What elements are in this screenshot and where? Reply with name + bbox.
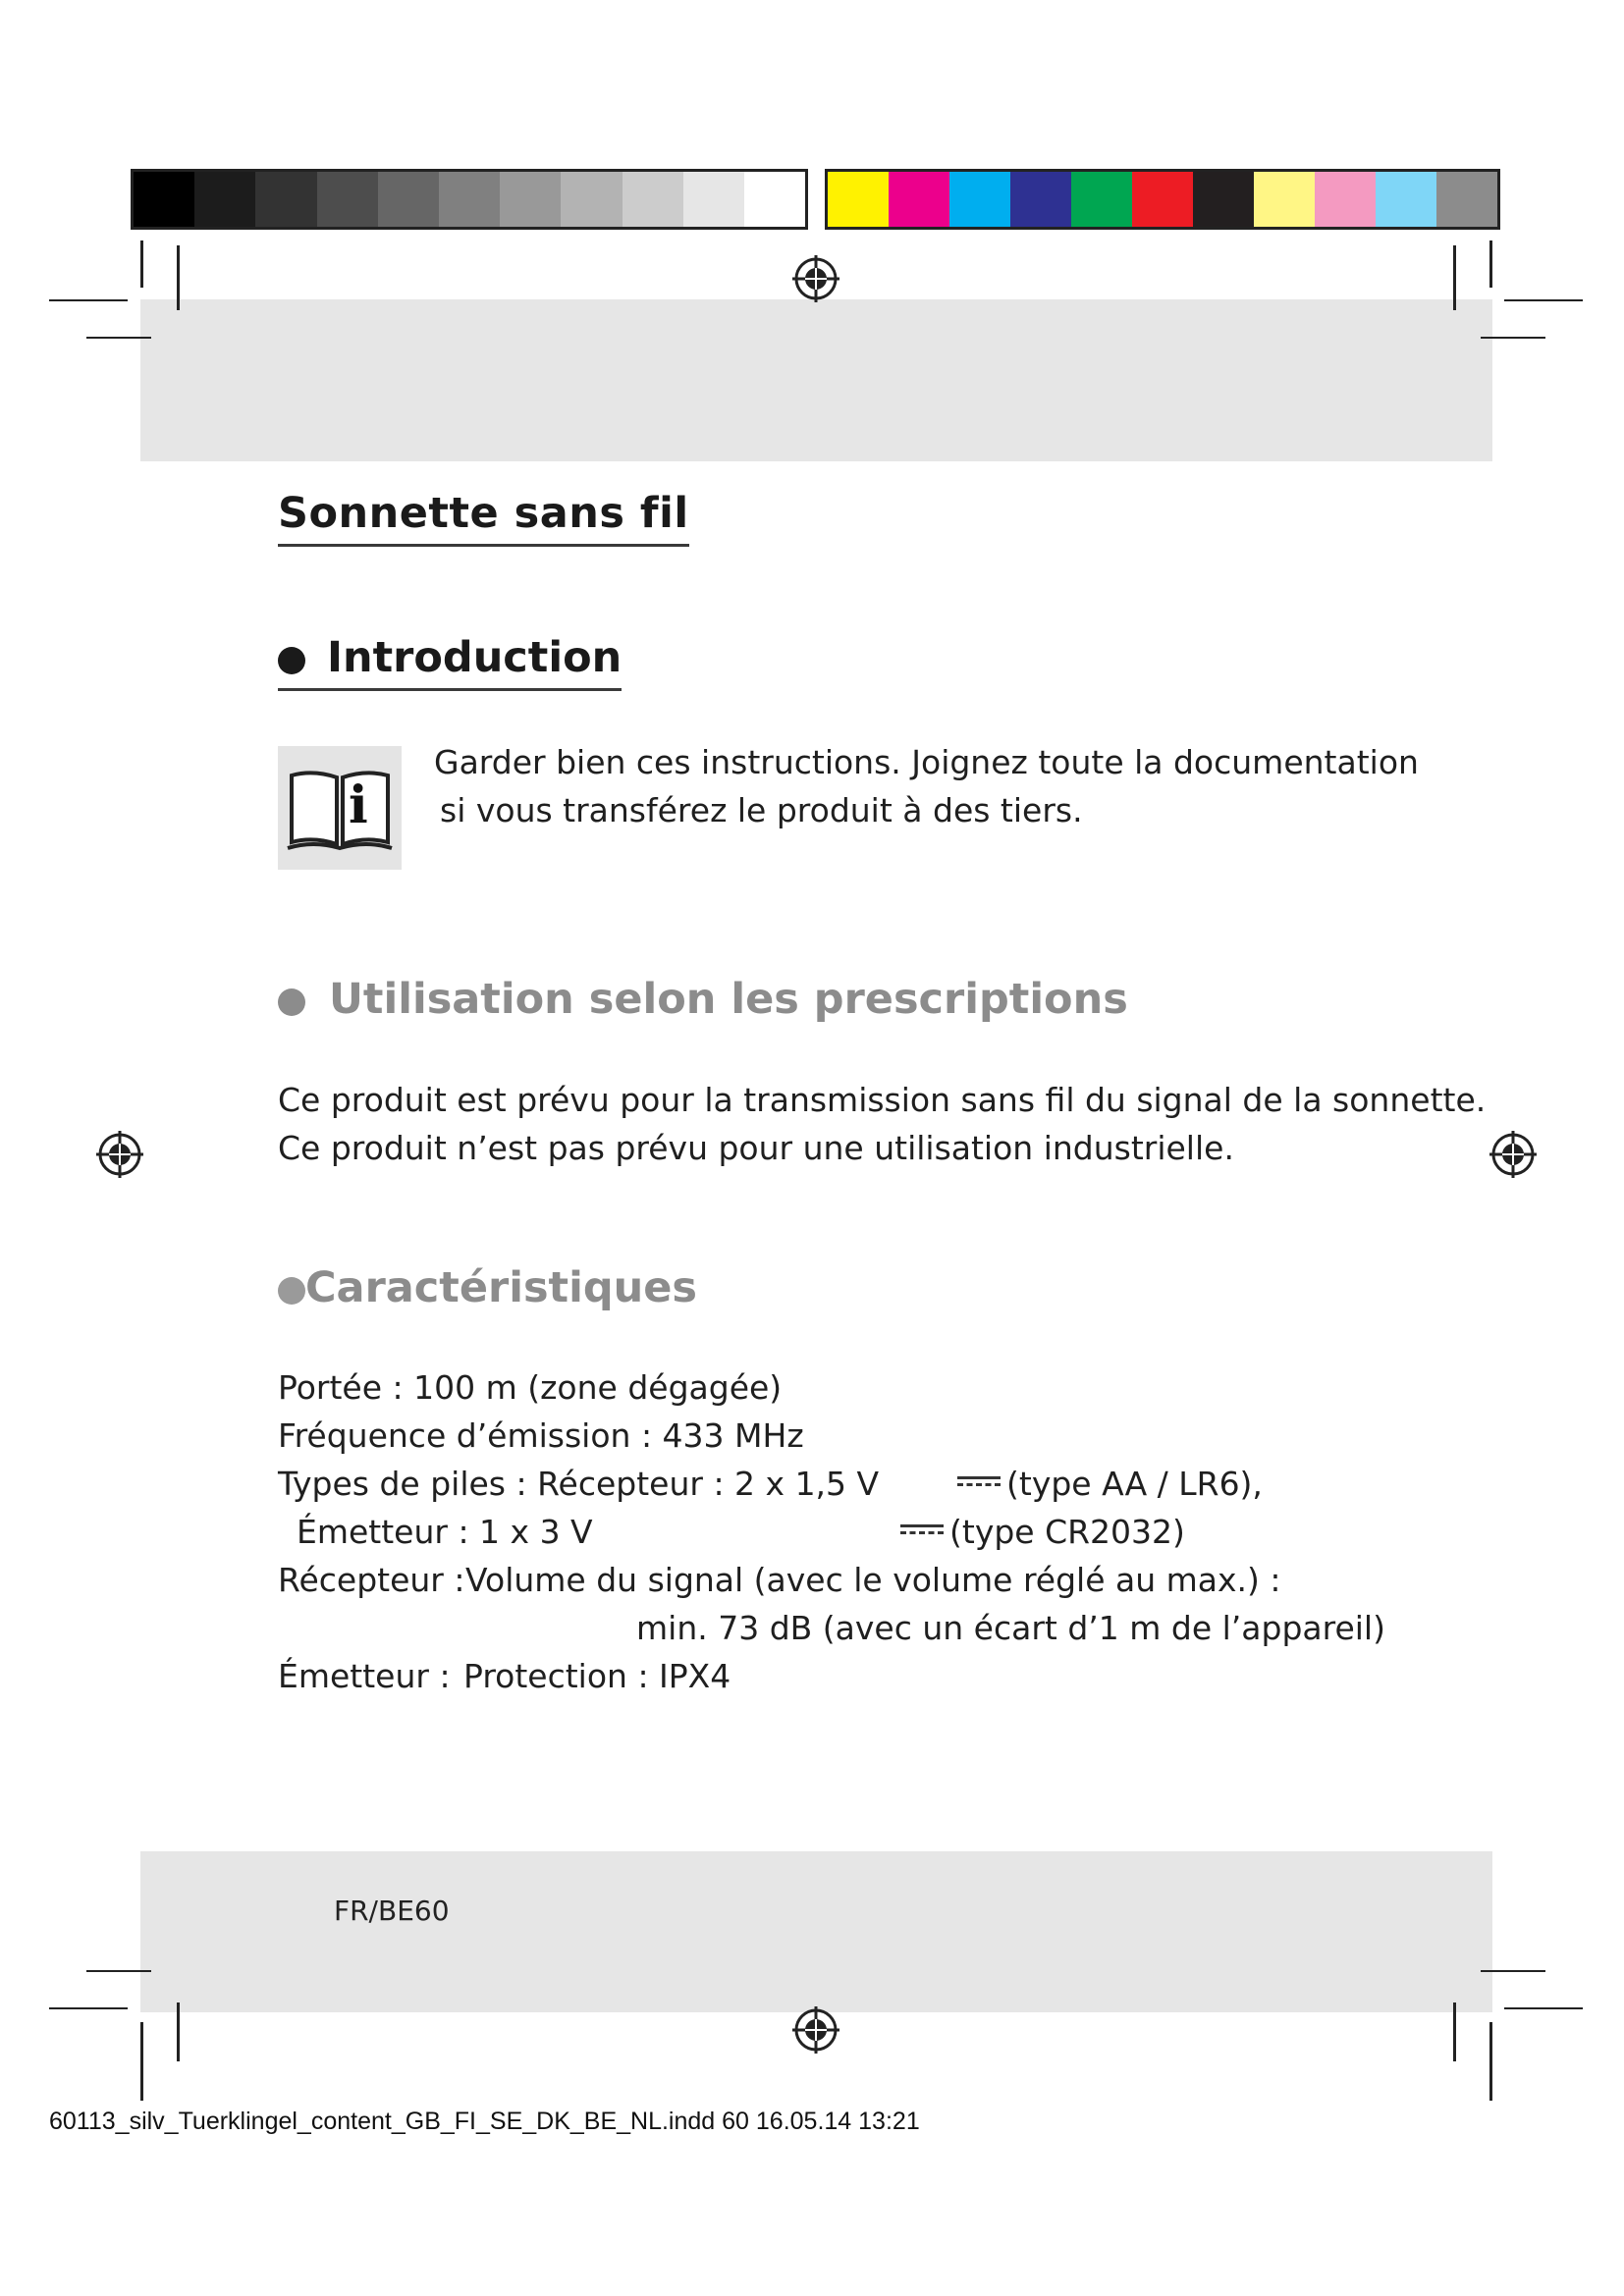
gray-swatch <box>194 172 255 227</box>
gray-swatch <box>500 172 561 227</box>
bullet-icon <box>278 647 305 674</box>
crop-mark <box>1453 245 1456 310</box>
introduction-heading-text: Introduction <box>327 633 623 682</box>
spec-emitter-row-label: Émetteur : <box>278 1657 451 1695</box>
color-swatch <box>1010 172 1071 227</box>
crop-mark <box>177 2002 180 2061</box>
page-label: FR/BE60 <box>334 1895 450 1927</box>
info-letter: i <box>349 775 368 835</box>
crop-mark <box>1504 299 1583 301</box>
print-metadata: 60113_silv_Tuerklingel_content_GB_FI_SE_DK_BE_NL.indd 60 16.05.14 13:21 <box>49 2108 920 2135</box>
introduction-heading <box>278 633 622 691</box>
color-swatch <box>1071 172 1132 227</box>
gray-swatch <box>439 172 500 227</box>
registration-target-icon <box>1488 1129 1539 1180</box>
registration-target-icon <box>94 1129 145 1180</box>
gray-swatch <box>317 172 378 227</box>
color-calibration-bar <box>825 169 1500 230</box>
footer-band <box>140 1851 1492 2012</box>
color-swatch <box>949 172 1010 227</box>
spec-emitter-label: Émetteur : 1 x 3 V <box>297 1513 593 1551</box>
usage-heading-text: Utilisation selon les prescriptions <box>329 975 1128 1024</box>
spec-emitter-type <box>900 1513 1185 1551</box>
crop-mark <box>1481 337 1545 339</box>
characteristics-heading-text: Caractéristiques <box>305 1263 697 1312</box>
color-swatch <box>889 172 949 227</box>
usage-heading <box>278 975 1128 1024</box>
crop-mark <box>49 299 128 301</box>
registration-target-icon <box>790 253 841 304</box>
color-swatch <box>1376 172 1436 227</box>
gray-swatch <box>683 172 744 227</box>
crop-mark <box>1489 2022 1492 2101</box>
color-swatch <box>1315 172 1376 227</box>
intro-line-1: Garder bien ces instructions. Joignez toute la documentation <box>434 743 1419 781</box>
spec-receiver-row-value-2: min. 73 dB (avec un écart d’1 m de l’appareil) <box>636 1609 1385 1647</box>
crop-mark <box>140 2022 143 2101</box>
usage-line-2: Ce produit n’est pas prévu pour une utilisation industrielle. <box>278 1129 1234 1167</box>
spec-frequency: Fréquence d’émission : 433 MHz <box>278 1416 804 1455</box>
crop-mark <box>86 1970 151 1972</box>
crop-mark <box>1453 2002 1456 2061</box>
registration-target-icon <box>790 2004 841 2056</box>
crop-mark <box>1481 1970 1545 1972</box>
gray-swatch <box>255 172 316 227</box>
crop-mark <box>1489 240 1492 288</box>
grayscale-calibration-bar <box>131 169 808 230</box>
gray-swatch <box>134 172 194 227</box>
color-swatch <box>828 172 889 227</box>
open-book-icon <box>278 746 402 870</box>
color-swatch <box>1193 172 1254 227</box>
dc-current-icon <box>957 1476 1001 1488</box>
spec-batteries-label: Types de piles : Récepteur : 2 x 1,5 V <box>278 1465 880 1503</box>
characteristics-heading <box>278 1263 697 1312</box>
color-swatch <box>1254 172 1315 227</box>
bullet-icon <box>278 1277 305 1305</box>
bullet-icon <box>278 988 305 1016</box>
color-swatch <box>1132 172 1193 227</box>
intro-line-2: si vous transférez le produit à des tiers. <box>440 791 1083 829</box>
spec-range: Portée : 100 m (zone dégagée) <box>278 1368 783 1407</box>
dc-current-icon <box>900 1524 944 1536</box>
spec-emitter-row-value: Protection : IPX4 <box>463 1657 731 1695</box>
info-book-icon <box>278 746 402 870</box>
crop-mark <box>86 337 151 339</box>
gray-swatch <box>561 172 622 227</box>
spec-receiver-type <box>957 1465 1263 1503</box>
crop-mark <box>177 245 180 310</box>
crop-mark <box>1504 2007 1583 2009</box>
gray-swatch <box>623 172 683 227</box>
color-swatch <box>1436 172 1497 227</box>
crop-mark <box>140 240 143 288</box>
gray-swatch <box>378 172 439 227</box>
usage-line-1: Ce produit est prévu pour la transmission sans fil du signal de la sonnette. <box>278 1081 1487 1119</box>
receiver-type-text: (type AA / LR6), <box>1006 1465 1263 1503</box>
crop-mark <box>49 2007 128 2009</box>
spec-receiver-row-value: Volume du signal (avec le volume réglé au max.) : <box>465 1561 1281 1599</box>
header-band <box>140 299 1492 461</box>
page-title: Sonnette sans fil <box>278 489 689 547</box>
gray-swatch <box>744 172 805 227</box>
emitter-type-text: (type CR2032) <box>949 1513 1185 1551</box>
spec-receiver-row-label: Récepteur : <box>278 1561 465 1599</box>
